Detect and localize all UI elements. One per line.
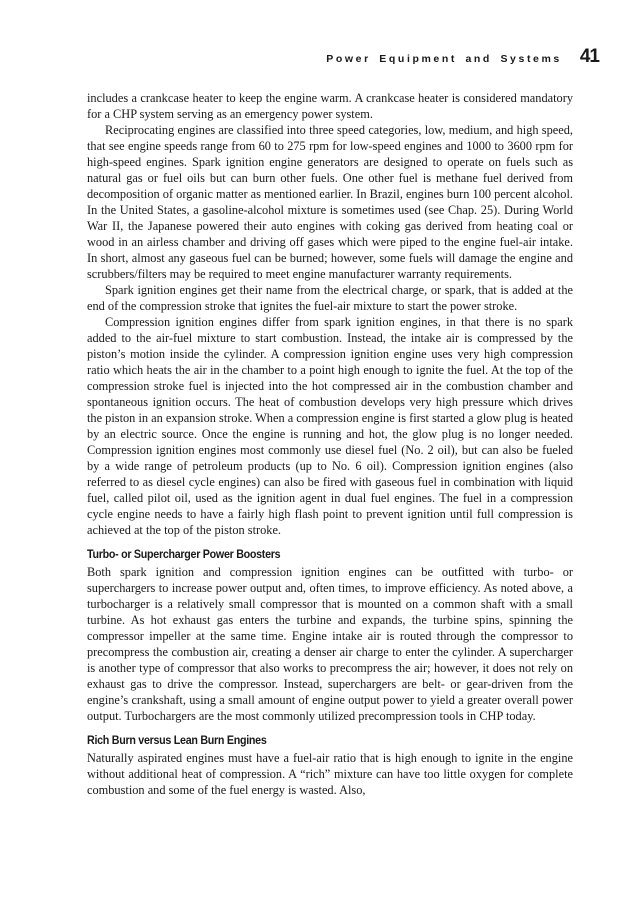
running-title: Power Equipment and Systems bbox=[326, 53, 562, 65]
paragraph: includes a crankcase heater to keep the engine warm. A crankcase heater is considered mandatory for a CHP system serving as an emergency power system. bbox=[87, 91, 573, 121]
section-heading: Turbo- or Supercharger Power Boosters bbox=[87, 549, 281, 561]
paragraph: Spark ignition engines get their name from the electrical charge, or spark, that is added at the end of the compression stroke that ignites the fuel-air mixture to start the power stroke. bbox=[87, 283, 573, 313]
running-head bbox=[326, 46, 599, 68]
section-heading: Rich Burn versus Lean Burn Engines bbox=[87, 735, 267, 747]
paragraph: Both spark ignition and compression ignition engines can be outfitted with turbo- or superchargers to increase power output and, often times, to improve efficiency. As noted above, a turbocharger is a relatively small compressor that is mounted on a common shaft with a small turbine. As hot exhaust gas enters the turbine and expands, the turbine spins, spinning the compressor impeller at the same time. Engine intake air is routed through the compressor to precompress the combustion air, creating a denser air charge to enter the cylinder. A supercharger is another type of compressor that also works to precompress the air; however, it does not rely on exhaust gas to drive the compressor. Instead, superchargers are belt- or gear-driven from the engine’s crankshaft, using a small amount of engine output power to yield a greater overall power output. Turbochargers are the most commonly utilized precompression tools in CHP today. bbox=[87, 565, 573, 723]
paragraph: Compression ignition engines differ from spark ignition engines, in that there is no spark added to the air-fuel mixture to start combustion. Instead, the intake air is compressed by the piston’s motion inside the cylinder. A compression ignition engine uses very high compression ratio which heats the air in the chamber to a point high enough to ignite the fuel. At the top of the compression stroke fuel is injected into the hot compressed air in the combustion chamber and spontaneous ignition occurs. The heat of combustion develops very high pressure which drives the piston in an expansion stroke. When a compression engine is first started a glow plug is heated by an electric source. Once the engine is running and hot, the glow plug is no longer needed. Compression ignition engines most commonly use diesel fuel (No. 2 oil), but can also be fueled by a wide range of petroleum products (up to No. 6 oil). Compression ignition engines (also referred to as diesel cycle engines) can also be fired with gaseous fuel in combination with liquid fuel, called pilot oil, used as the ignition agent in dual fuel engines. The fuel in a compression cycle engine needs to have a fairly high flash point to prevent ignition until full compression is achieved at the top of the piston stroke. bbox=[87, 315, 573, 537]
page-number: 41 bbox=[579, 46, 599, 67]
paragraph: Naturally aspirated engines must have a fuel-air ratio that is high enough to ignite in the engine without additional heat of compression. A “rich” mixture can have too little oxygen for complete combustion and some of the fuel energy is wasted. Also, bbox=[87, 751, 573, 797]
paragraph: Reciprocating engines are classified into three speed categories, low, medium, and high speed, that see engine speeds range from 60 to 275 rpm for low-speed engines and 1000 to 3600 rpm for high-speed engines. Spark ignition engine generators are designed to operate on fuels such as natural gas or fuel oils but can burn other fuels. One other fuel is methane fuel derived from decomposition of organic matter as mentioned earlier. In Brazil, engines burn 100 percent alcohol. In the United States, a gasoline-alcohol mixture is sometimes used (see Chap. 25). During World War II, the Japanese powered their auto engines with coking gas derived from heating coal or wood in an airless chamber and driving off gases which were piped to the engine fuel-air intake. In short, almost any gaseous fuel can be burned; however, some fuels will damage the engine and scrubbers/filters may be required to meet engine manufacturer warranty requirements. bbox=[87, 123, 573, 281]
body-text bbox=[87, 90, 573, 798]
